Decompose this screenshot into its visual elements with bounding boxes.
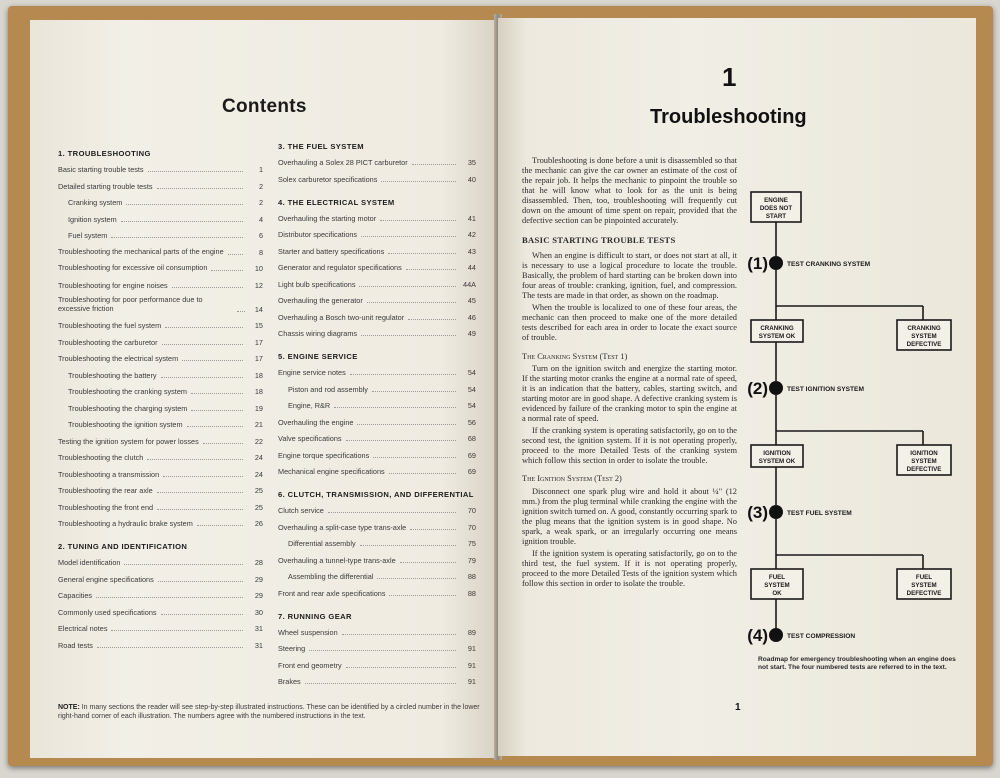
entry-title: Road tests: [58, 640, 93, 650]
entry-page-number: 22: [254, 436, 263, 446]
contents-entry-starter-and-battery-specifications: [278, 246, 476, 256]
contents-entry-road-tests: [58, 640, 263, 650]
step-number: (4): [747, 626, 768, 645]
entry-title: Generator and regulator specifications: [278, 263, 402, 272]
dot-leader: [172, 287, 243, 288]
dot-leader: [346, 667, 456, 668]
contents-entry-light-bulb-specifications: [278, 279, 476, 289]
note-label: NOTE:: [58, 704, 80, 711]
dot-leader: [389, 595, 456, 596]
intro-paragraph: Troubleshooting is done before a unit is disassembled so that the mechanic can give the car owner an estimate of the cost of the repair job. It helps the mechanic to pinpoint the trouble so that he will know what to look for as the unit is being disassembled. Then, too, troubleshooting will frequently cut down on the amount of time spent on repair, provided that the defective section can be pinpointed accurately.: [522, 156, 737, 226]
dot-leader: [359, 286, 456, 287]
entry-title: Starter and battery specifications: [278, 246, 385, 256]
contents-entry-valve-specifications: [278, 433, 476, 443]
entry-title: Solex carburetor specifications: [278, 174, 378, 184]
contents-section-heading: 2. TUNING AND IDENTIFICATION: [58, 542, 188, 551]
entry-page-number: 44: [467, 263, 476, 272]
contents-entry-brakes: [278, 676, 476, 686]
contents-entry-troubleshooting-the-front-end: [58, 502, 263, 512]
dot-leader: [96, 597, 243, 598]
dot-leader: [162, 344, 243, 345]
step-number: (1): [747, 254, 768, 273]
defective-box-text: DEFECTIVE: [906, 466, 942, 473]
entry-title: Front and rear axle specifications: [278, 588, 386, 598]
contents-entry-differential-assembly: [278, 538, 476, 548]
entry-page-number: 79: [467, 555, 476, 565]
dot-leader: [388, 253, 456, 254]
entry-page-number: 24: [254, 469, 263, 479]
entry-page-number: 68: [467, 434, 476, 443]
dot-leader: [350, 374, 456, 375]
dot-leader: [111, 630, 243, 631]
dot-leader: [408, 319, 456, 320]
contents-entry-troubleshooting-the-electrical-system: [58, 353, 263, 363]
entry-title: Overhauling the engine: [278, 417, 354, 427]
entry-page-number: 25: [254, 486, 263, 495]
dot-leader: [187, 426, 243, 427]
contents-entry-steering: [278, 643, 476, 653]
contents-entry-front-and-rear-axle-specifications: [278, 588, 476, 598]
entry-title: Overhauling a Bosch two-unit regulator: [278, 312, 405, 322]
contents-title: Contents: [222, 96, 307, 117]
entry-page-number: 56: [467, 417, 476, 427]
contents-entry-detailed-starting-trouble-tests: [58, 181, 263, 191]
entry-page-number: 12: [254, 280, 263, 290]
entry-title: Mechanical engine specifications: [278, 467, 385, 476]
dot-leader: [182, 360, 243, 361]
entry-page-number: 19: [254, 403, 263, 413]
entry-title: Light bulb specifications: [278, 279, 356, 289]
entry-page-number: 1: [258, 165, 263, 174]
heading-basic-tests: BASIC STARTING TROUBLE TESTS: [522, 234, 676, 245]
entry-title: Engine torque specifications: [278, 450, 370, 460]
contents-entry-troubleshooting-for-excessive-oil-consumption: [58, 263, 263, 273]
entry-page-number: 91: [467, 644, 476, 653]
step-label: TEST FUEL SYSTEM: [787, 510, 852, 517]
entry-title: Clutch service: [278, 506, 324, 515]
contents-entry-overhauling-the-engine: [278, 417, 476, 427]
cranking-paragraph-2: If the cranking system is operating satisfactorily, go on to the second test, the ignition system. If it is not operating properly, proceed to the more Detailed Tests of the cranking system which follow this section in order to isolate the trouble.: [522, 426, 737, 466]
contents-entry-overhauling-a-bosch-two-unit-regulator: [278, 312, 476, 322]
dot-leader: [158, 581, 243, 582]
contents-entry-troubleshooting-the-fuel-system: [58, 320, 263, 330]
entry-title: Troubleshooting a transmission: [58, 469, 160, 479]
dot-leader: [97, 647, 243, 648]
ok-box-text: SYSTEM OK: [758, 333, 796, 340]
contents-column-right: [278, 142, 476, 693]
ok-box-text: SYSTEM: [764, 582, 790, 589]
entry-title: Troubleshooting the fuel system: [58, 321, 162, 330]
troubleshooting-roadmap-diagram: [745, 188, 960, 650]
ok-box-text: IGNITION: [763, 450, 791, 457]
entry-title: Overhauling a Solex 28 PICT carburetor: [278, 158, 408, 167]
entry-page-number: 69: [467, 450, 476, 460]
contents-section-heading: 3. THE FUEL SYSTEM: [278, 142, 364, 151]
entry-title: Troubleshooting the electrical system: [58, 354, 179, 363]
entry-page-number: 91: [467, 677, 476, 686]
heading-cranking-system: The Cranking System (Test 1): [522, 351, 628, 361]
contents-entry-testing-the-ignition-system-for-power-losses: [58, 436, 263, 446]
contents-entry-generator-and-regulator-specifications: [278, 262, 476, 272]
contents-column-left: [58, 149, 263, 656]
contents-entry-distributor-specifications: [278, 229, 476, 239]
entry-page-number: 42: [467, 230, 476, 239]
entry-title: General engine specifications: [58, 574, 154, 584]
dot-leader: [147, 459, 243, 460]
entry-title: Troubleshooting the mechanical parts of the engine: [58, 246, 224, 256]
basic-paragraph-2: When the trouble is localized to one of these four areas, the mechanic can then proceed to make one of the more detailed tests described for each area in order to locate the exact source of trouble.: [522, 303, 737, 343]
contents-entry-basic-starting-trouble-tests: [58, 164, 263, 174]
dot-leader: [211, 270, 243, 271]
entry-title: Troubleshooting for poor performance due to excessive friction: [58, 295, 203, 313]
entry-title: Distributor specifications: [278, 230, 358, 239]
dot-leader: [372, 391, 456, 392]
entry-page-number: 26: [254, 519, 263, 528]
step-dot: [769, 381, 783, 395]
contents-section-heading: 1. TROUBLESHOOTING: [58, 149, 151, 158]
dot-leader: [124, 564, 243, 565]
entry-page-number: 24: [254, 453, 263, 462]
defective-box-text: FUEL: [915, 574, 933, 581]
entry-page-number: 10: [254, 264, 263, 273]
heading-ignition-system: The Ignition System (Test 2): [522, 474, 622, 484]
dot-leader: [111, 237, 243, 238]
contents-entry-troubleshooting-a-hydraulic-brake-system: [58, 518, 263, 528]
step-dot: [769, 628, 783, 642]
dot-leader: [342, 634, 456, 635]
dot-leader: [380, 220, 456, 221]
dot-leader: [197, 525, 243, 526]
entry-page-number: 75: [467, 539, 476, 548]
entry-title: Testing the ignition system for power losses: [58, 436, 199, 446]
entry-title: Basic starting trouble tests: [58, 165, 144, 174]
contents-entry-chassis-wiring-diagrams: [278, 328, 476, 338]
defective-box-text: DEFECTIVE: [906, 590, 942, 597]
dot-leader: [157, 492, 243, 493]
contents-entry-assembling-the-differential: [278, 571, 476, 581]
entry-title: Troubleshooting the cranking system: [68, 387, 187, 396]
defective-box-text: DEFECTIVE: [906, 341, 942, 348]
dot-leader: [161, 377, 243, 378]
contents-entry-engine-r-r: [278, 400, 476, 410]
entry-page-number: 17: [254, 354, 263, 363]
contents-entry-troubleshooting-the-rear-axle: [58, 485, 263, 495]
entry-page-number: 40: [467, 174, 476, 184]
dot-leader: [334, 407, 456, 408]
entry-title: Troubleshooting a hydraulic brake system: [58, 519, 193, 528]
dot-leader: [148, 171, 243, 172]
entry-page-number: 88: [467, 588, 476, 598]
note-text: In many sections the reader will see step-by-step illustrated instructions. These can be identified by a circled number in the lower right-hand corner of each illustration. The numbers agree with the numbered instructions in the text.: [58, 704, 480, 720]
ok-box-text: FUEL: [768, 574, 786, 581]
entry-title: Electrical notes: [58, 624, 108, 633]
contents-entry-clutch-service: [278, 505, 476, 515]
ignition-paragraph-2: If the ignition system is operating satisfactorily, go on to the third test, the fuel system. If it is not operating properly, proceed to the more Detailed Tests of the ignition system which follow this section in order to isolate the trouble.: [522, 548, 737, 589]
entry-page-number: 29: [254, 591, 263, 600]
defective-box-text: SYSTEM: [911, 333, 937, 340]
dot-leader: [361, 335, 456, 336]
entry-title: Cranking system: [68, 198, 123, 207]
dot-leader: [126, 204, 243, 205]
entry-page-number: 17: [254, 337, 263, 347]
contents-entry-troubleshooting-the-clutch: [58, 452, 263, 462]
contents-note: [58, 704, 488, 722]
contents-entry-capacities: [58, 590, 263, 600]
entry-page-number: 69: [467, 467, 476, 476]
start-box-text: DOES NOT: [759, 205, 793, 212]
contents-entry-fuel-system: [58, 230, 263, 240]
entry-page-number: 15: [254, 321, 263, 330]
contents-entry-general-engine-specifications: [58, 574, 263, 584]
contents-section-heading: 4. THE ELECTRICAL SYSTEM: [278, 197, 395, 207]
contents-entry-engine-service-notes: [278, 367, 476, 377]
contents-section-heading: 6. CLUTCH, TRANSMISSION, AND DIFFERENTIAL: [278, 490, 474, 499]
contents-entry-troubleshooting-the-mechanical-parts-of-the-engine: [58, 247, 263, 257]
contents-entry-troubleshooting-the-battery: [58, 370, 263, 380]
entry-title: Commonly used specifications: [58, 607, 157, 617]
entry-page-number: 29: [254, 574, 263, 584]
entry-title: Troubleshooting the ignition system: [68, 420, 183, 429]
entry-page-number: 4: [258, 214, 263, 224]
defective-box-text: CRANKING: [907, 325, 941, 332]
dot-leader: [191, 410, 243, 411]
entry-title: Valve specifications: [278, 434, 342, 443]
dot-leader: [381, 181, 456, 182]
dot-leader: [157, 509, 243, 510]
entry-page-number: 91: [467, 660, 476, 670]
entry-title: Piston and rod assembly: [288, 384, 368, 394]
dot-leader: [357, 424, 456, 425]
contents-section-heading: 5. ENGINE SERVICE: [278, 352, 358, 361]
entry-title: Ignition system: [68, 214, 117, 224]
contents-entry-overhauling-the-generator: [278, 295, 476, 305]
chapter-number: 1: [722, 62, 737, 92]
dot-leader: [228, 254, 243, 255]
entry-title: Steering: [278, 644, 306, 653]
entry-title: Model identification: [58, 558, 121, 567]
contents-section-heading: 7. RUNNING GEAR: [278, 611, 352, 621]
entry-title: Fuel system: [68, 231, 108, 240]
basic-paragraph-1: When an engine is difficult to start, or does not start at all, it is necessary to use a logical procedure to locate the trouble. Basically, the problem of hard starting can be broken down into four areas of trouble: cranking, ignition, fuel, and compression. The tests are made in that order, as shown on the roadmap.: [522, 250, 737, 301]
entry-page-number: 18: [254, 370, 263, 380]
contents-entry-model-identification: [58, 557, 263, 567]
dot-leader: [412, 164, 456, 165]
contents-entry-troubleshooting-the-ignition-system: [58, 419, 263, 429]
entry-title: Troubleshooting for excessive oil consumption: [58, 263, 208, 273]
entry-page-number: 54: [467, 368, 476, 377]
dot-leader: [361, 236, 456, 237]
entry-page-number: 54: [467, 384, 476, 394]
contents-entry-cranking-system: [58, 197, 263, 207]
entry-page-number: 25: [254, 502, 263, 512]
entry-page-number: 46: [467, 312, 476, 322]
chapter-title: Troubleshooting: [650, 106, 807, 128]
dot-leader: [367, 302, 456, 303]
ok-box-text: OK: [772, 590, 782, 597]
entry-page-number: 89: [467, 627, 476, 637]
entry-page-number: 18: [254, 387, 263, 396]
entry-title: Wheel suspension: [278, 627, 338, 637]
entry-title: Troubleshooting the clutch: [58, 453, 144, 462]
entry-page-number: 28: [254, 558, 263, 567]
entry-title: Engine, R&R: [288, 401, 331, 410]
contents-entry-troubleshooting-the-cranking-system: [58, 386, 263, 396]
dot-leader: [191, 393, 243, 394]
contents-entry-front-end-geometry: [278, 660, 476, 670]
chapter-body-text: [522, 156, 737, 591]
entry-title: Brakes: [278, 677, 301, 686]
dot-leader: [410, 529, 456, 530]
entry-title: Engine service notes: [278, 368, 346, 377]
dot-leader: [237, 311, 245, 312]
dot-leader: [360, 545, 456, 546]
entry-title: Capacities: [58, 591, 93, 600]
entry-page-number: 30: [254, 607, 263, 617]
contents-entry-troubleshooting-for-poor-performance-due-to-excessive-friction: [58, 296, 263, 314]
entry-title: Detailed starting trouble tests: [58, 181, 153, 191]
dot-leader: [305, 683, 456, 684]
step-label: TEST IGNITION SYSTEM: [787, 386, 864, 393]
dot-leader: [328, 512, 456, 513]
contents-entry-commonly-used-specifications: [58, 607, 263, 617]
step-number: (2): [747, 379, 768, 398]
dot-leader: [377, 578, 456, 579]
entry-page-number: 70: [467, 506, 476, 515]
step-label: TEST CRANKING SYSTEM: [787, 261, 871, 268]
entry-page-number: 88: [467, 572, 476, 581]
dot-leader: [121, 221, 243, 222]
contents-entry-troubleshooting-a-transmission: [58, 469, 263, 479]
contents-entry-wheel-suspension: [278, 627, 476, 637]
contents-entry-ignition-system: [58, 214, 263, 224]
entry-title: Differential assembly: [288, 539, 356, 548]
dot-leader: [309, 650, 456, 651]
entry-title: Assembling the differential: [288, 572, 374, 581]
dot-leader: [373, 457, 456, 458]
contents-entry-overhauling-a-split-case-type-trans-axle: [278, 522, 476, 532]
entry-page-number: 35: [467, 158, 476, 167]
entry-title: Troubleshooting the carburetor: [58, 337, 158, 347]
contents-entry-overhauling-a-solex-28-pict-carburetor: [278, 157, 476, 167]
entry-title: Troubleshooting the charging system: [68, 403, 188, 413]
entry-page-number: 41: [467, 213, 476, 223]
entry-title: Overhauling the generator: [278, 296, 363, 305]
entry-page-number: 31: [254, 640, 263, 650]
entry-page-number: 2: [258, 181, 263, 191]
entry-page-number: 31: [254, 624, 263, 633]
ok-box-text: SYSTEM OK: [758, 458, 796, 465]
entry-page-number: 70: [467, 522, 476, 532]
contents-entry-troubleshooting-the-charging-system: [58, 403, 263, 413]
contents-entry-mechanical-engine-specifications: [278, 466, 476, 476]
step-label: TEST COMPRESSION: [787, 633, 856, 640]
contents-entry-electrical-notes: [58, 623, 263, 633]
step-dot: [769, 505, 783, 519]
ignition-paragraph-1: Disconnect one spark plug wire and hold it about ¼" (12 mm.) from the plug terminal while cranking the engine with the ignition switch turned on. A good, constantly occurring spark to the plug means that the ignition system is in good shape. No spark, a weak spark, or an irregularly occurring one means ignition trouble.: [522, 486, 737, 546]
entry-title: Troubleshooting the rear axle: [58, 486, 153, 495]
contents-entry-troubleshooting-for-engine-noises: [58, 280, 263, 290]
contents-entry-piston-and-rod-assembly: [278, 384, 476, 394]
entry-title: Troubleshooting for engine noises: [58, 280, 168, 290]
start-box-text: START: [765, 213, 787, 220]
entry-title: Overhauling a tunnel-type trans-axle: [278, 555, 396, 565]
start-box-text: ENGINE: [764, 197, 788, 204]
defective-box-text: IGNITION: [910, 450, 938, 457]
entry-page-number: 21: [254, 420, 263, 429]
entry-title: Overhauling a split-case type trans-axle: [278, 522, 407, 532]
step-dot: [769, 256, 783, 270]
entry-page-number: 44A: [463, 279, 476, 289]
contents-entry-troubleshooting-the-carburetor: [58, 337, 263, 347]
step-number: (3): [747, 503, 768, 522]
entry-page-number: 6: [258, 231, 263, 240]
roadmap-caption: Roadmap for emergency troubleshooting when an engine does not start. The four numbered tests are referred to in the text.: [758, 656, 956, 672]
entry-page-number: 43: [467, 246, 476, 256]
cranking-paragraph-1: Turn on the ignition switch and energize the starting motor. If the starting motor cranks the engine at a normal rate of speed, it is an indication that the battery, cables, starting switch, and starting motor are in good shape. A defective cranking system is evidenced by failure of the cranking motor to spin the engine at a normal rate of speed.: [522, 363, 737, 424]
defective-box-text: SYSTEM: [911, 458, 937, 465]
contents-entry-engine-torque-specifications: [278, 450, 476, 460]
entry-title: Front end geometry: [278, 660, 342, 670]
contents-page: [30, 20, 498, 758]
dot-leader: [203, 443, 243, 444]
dot-leader: [163, 476, 243, 477]
page-number: 1: [735, 702, 741, 713]
entry-page-number: 8: [258, 247, 263, 257]
dot-leader: [346, 440, 456, 441]
entry-page-number: 54: [467, 401, 476, 410]
entry-page-number: 2: [258, 198, 263, 207]
dot-leader: [400, 562, 456, 563]
entry-page-number: 45: [467, 296, 476, 305]
entry-page-number: 49: [467, 329, 476, 338]
entry-title: Chassis wiring diagrams: [278, 329, 358, 338]
defective-box-text: SYSTEM: [911, 582, 937, 589]
dot-leader: [161, 614, 243, 615]
dot-leader: [389, 473, 456, 474]
dot-leader: [165, 327, 243, 328]
entry-page-number: 14: [254, 304, 263, 314]
contents-entry-solex-carburetor-specifications: [278, 174, 476, 184]
contents-entry-overhauling-the-starting-motor: [278, 213, 476, 223]
ok-box-text: CRANKING: [760, 325, 794, 332]
dot-leader: [406, 269, 456, 270]
dot-leader: [157, 188, 243, 189]
entry-title: Troubleshooting the battery: [68, 370, 157, 380]
entry-title: Overhauling the starting motor: [278, 213, 377, 223]
contents-entry-overhauling-a-tunnel-type-trans-axle: [278, 555, 476, 565]
entry-title: Troubleshooting the front end: [58, 502, 154, 512]
